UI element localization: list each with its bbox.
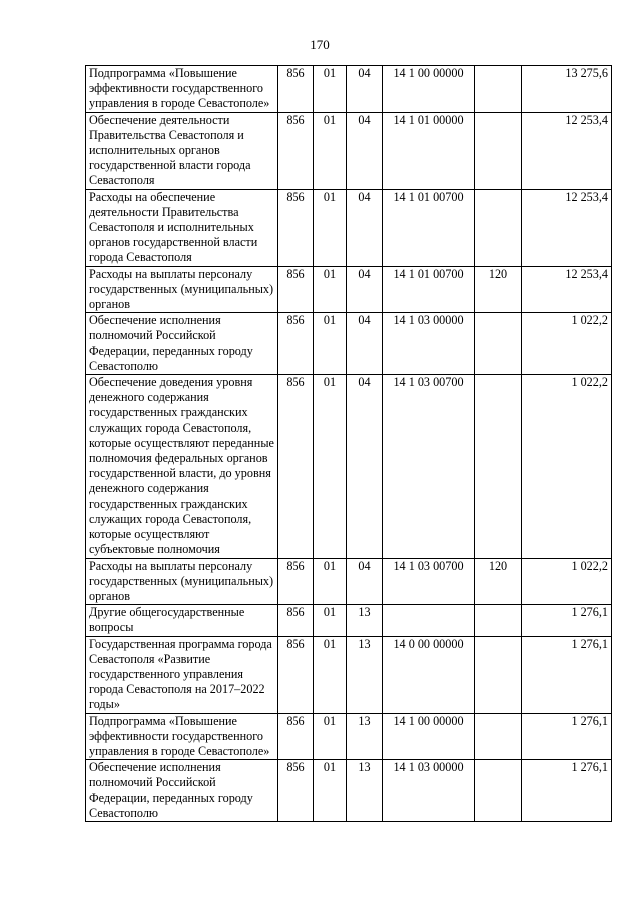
row-vr (475, 112, 522, 189)
table-row (86, 112, 612, 189)
row-pr: 13 (347, 605, 383, 636)
row-csr: 14 1 03 00000 (383, 760, 475, 822)
row-name: Расходы на выплаты персоналу государственных (муниципальных) органов (86, 558, 278, 605)
row-name: Подпрограмма «Повышение эффективности государственного управления в городе Севастополе» (86, 66, 278, 113)
row-vr (475, 713, 522, 760)
row-pr: 13 (347, 713, 383, 760)
row-rz: 01 (314, 112, 347, 189)
row-rz: 01 (314, 313, 347, 375)
row-ved: 856 (278, 558, 314, 605)
row-rz: 01 (314, 266, 347, 313)
row-vr (475, 313, 522, 375)
page-number: 170 (310, 37, 330, 52)
row-sum: 1 276,1 (522, 636, 612, 713)
row-csr: 14 1 03 00000 (383, 313, 475, 375)
row-pr: 04 (347, 313, 383, 375)
table-row (86, 713, 612, 760)
row-pr: 13 (347, 760, 383, 822)
row-csr: 14 1 00 00000 (383, 66, 475, 113)
row-vr (475, 636, 522, 713)
table-body (86, 66, 612, 822)
row-sum: 1 022,2 (522, 313, 612, 375)
row-pr: 04 (347, 266, 383, 313)
row-vr: 120 (475, 266, 522, 313)
row-sum: 1 276,1 (522, 605, 612, 636)
row-csr: 14 1 01 00000 (383, 112, 475, 189)
row-ved: 856 (278, 66, 314, 113)
row-ved: 856 (278, 605, 314, 636)
table-row (86, 760, 612, 822)
row-name: Расходы на обеспечение деятельности Правительства Севастополя и исполнительных органов государственной власти города Севастополя (86, 189, 278, 266)
row-name: Обеспечение исполнения полномочий Российской Федерации, переданных городу Севастополю (86, 313, 278, 375)
row-pr: 04 (347, 375, 383, 558)
row-rz: 01 (314, 375, 347, 558)
row-csr: 14 1 01 00700 (383, 189, 475, 266)
row-vr (475, 189, 522, 266)
row-pr: 04 (347, 112, 383, 189)
row-ved: 856 (278, 313, 314, 375)
table-row (86, 266, 612, 313)
row-sum: 12 253,4 (522, 112, 612, 189)
row-sum: 1 022,2 (522, 558, 612, 605)
row-name: Подпрограмма «Повышение эффективности государственного управления в городе Севастополе» (86, 713, 278, 760)
row-name: Обеспечение доведения уровня денежного содержания государственных гражданских служащих города Севастополя, которые осуществляют переданные полномочия федеральных органов государственной власти, до уровня денежного содержания государственных гражданских служащих города Севастополя, которые осуществляют субъектовые полномочия (86, 375, 278, 558)
row-pr: 04 (347, 558, 383, 605)
row-sum: 1 276,1 (522, 713, 612, 760)
row-ved: 856 (278, 189, 314, 266)
row-csr: 14 1 00 00000 (383, 713, 475, 760)
row-ved: 856 (278, 713, 314, 760)
row-pr: 04 (347, 66, 383, 113)
row-csr: 14 1 01 00700 (383, 266, 475, 313)
row-sum: 12 253,4 (522, 266, 612, 313)
row-sum: 1 022,2 (522, 375, 612, 558)
row-csr: 14 1 03 00700 (383, 558, 475, 605)
row-vr (475, 375, 522, 558)
table-row (86, 636, 612, 713)
table-row (86, 375, 612, 558)
row-rz: 01 (314, 760, 347, 822)
row-rz: 01 (314, 189, 347, 266)
row-ved: 856 (278, 266, 314, 313)
row-vr (475, 605, 522, 636)
row-rz: 01 (314, 605, 347, 636)
row-ved: 856 (278, 760, 314, 822)
row-name: Обеспечение исполнения полномочий Российской Федерации, переданных городу Севастополю (86, 760, 278, 822)
table-row (86, 558, 612, 605)
row-ved: 856 (278, 112, 314, 189)
row-sum: 1 276,1 (522, 760, 612, 822)
row-sum: 13 275,6 (522, 66, 612, 113)
row-ved: 856 (278, 636, 314, 713)
table-row (86, 313, 612, 375)
row-name: Другие общегосударственные вопросы (86, 605, 278, 636)
table-row (86, 189, 612, 266)
row-rz: 01 (314, 636, 347, 713)
table-row (86, 66, 612, 113)
row-vr: 120 (475, 558, 522, 605)
budget-table (85, 65, 612, 822)
row-name: Обеспечение деятельности Правительства Севастополя и исполнительных органов государственной власти города Севастополя (86, 112, 278, 189)
row-csr (383, 605, 475, 636)
row-rz: 01 (314, 66, 347, 113)
row-sum: 12 253,4 (522, 189, 612, 266)
row-vr (475, 760, 522, 822)
row-csr: 14 0 00 00000 (383, 636, 475, 713)
row-rz: 01 (314, 713, 347, 760)
row-rz: 01 (314, 558, 347, 605)
row-name: Расходы на выплаты персоналу государственных (муниципальных) органов (86, 266, 278, 313)
row-pr: 13 (347, 636, 383, 713)
row-vr (475, 66, 522, 113)
row-name: Государственная программа города Севастополя «Развитие государственного управления города Севастополя на 2017–2022 годы» (86, 636, 278, 713)
row-pr: 04 (347, 189, 383, 266)
row-csr: 14 1 03 00700 (383, 375, 475, 558)
row-ved: 856 (278, 375, 314, 558)
table-row (86, 605, 612, 636)
